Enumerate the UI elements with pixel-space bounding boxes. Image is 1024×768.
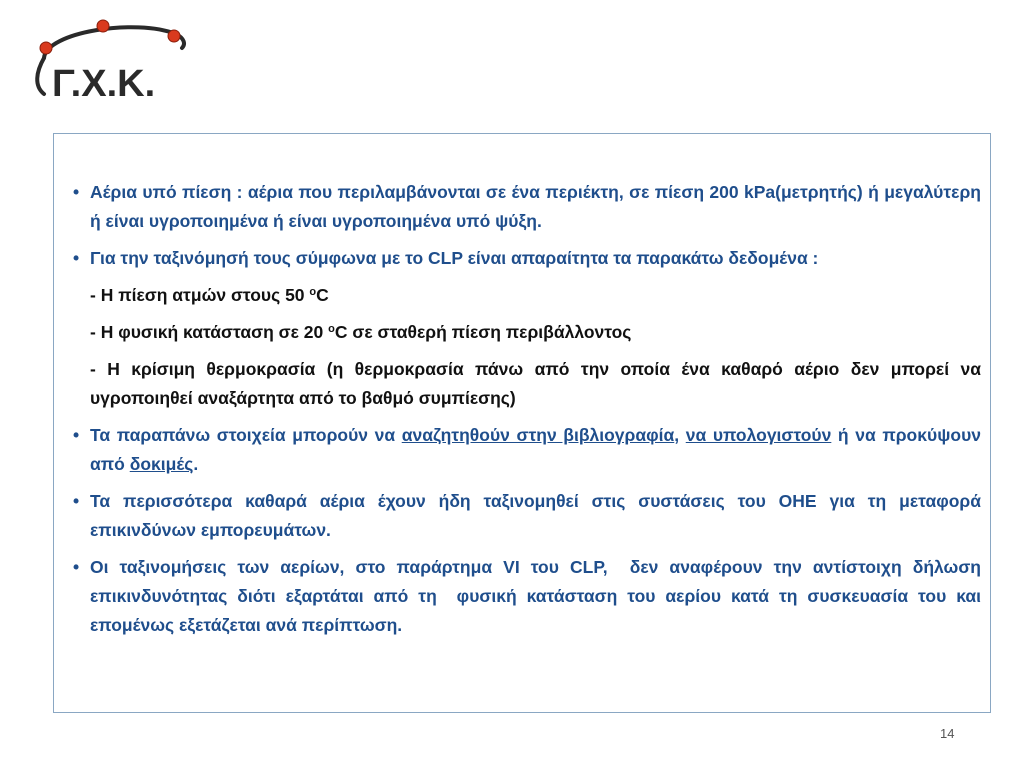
bullet-text: ή να προκύψουν από [90,425,986,474]
link-literature[interactable]: αναζητηθούν στην βιβλιογραφία [401,425,675,445]
bullet-symbol: • [73,491,80,511]
bullet-symbol: • [73,557,80,577]
content-text [73,178,986,648]
logo-atom-dot [97,20,109,32]
bullet-item [73,553,986,640]
sub-text-rest: C σε σταθερή πίεση περιβάλλοντος [334,322,632,342]
bullet-item [73,487,981,545]
bullet-text: Για την ταξινόμησή τους σύμφωνα με το CLP είναι απαραίτητα τα παρακάτω δεδομένα : [90,248,819,268]
sub-text: Η πίεση ατμών στους 50 [100,285,310,305]
sub-item [73,355,981,413]
bullet-text: , [674,425,686,445]
logo-atom-dot [168,30,180,42]
link-calculate[interactable]: να υπολογιστούν [685,425,832,445]
sub-dash: - [90,285,101,305]
bullet-text: . [193,454,199,474]
page-number: 14 [940,726,955,741]
bullet-symbol: • [73,425,80,445]
bullet-item [73,244,981,273]
degree-symbol: ο [328,323,335,335]
logo-text: Γ.Χ.Κ. [52,63,156,104]
link-tests[interactable]: δοκιμές [129,454,194,474]
sub-text: - Η κρίσιμη θερμοκρασία (η θερμοκρασία πάνω από την οποία ένα καθαρό αέριο δεν μπορεί να υγροποιηθεί αναξάρτητα από το βαθμό συμπίεσης) [90,359,981,408]
bullet-symbol: • [73,248,80,268]
bullet-text: Τα περισσότερα καθαρά αέρια έχουν ήδη ταξινομηθεί στις συστάσεις του ΟΗΕ για τη μεταφορά επικινδύνων εμπορευμάτων. [90,491,981,540]
sub-item [73,318,981,347]
logo-atom-dot [40,42,52,54]
gxk-logo [26,14,198,104]
bullet-item [73,421,986,479]
bullet-item [73,178,981,236]
bullet-text: Αέρια υπό πίεση : αέρια που περιλαμβάνονται σε ένα περιέκτη, σε πίεση 200 kPa(μετρητής) ή μεγαλύτερη ή είναι υγροποιημένα ή είναι υγροποιημένα υπό ψύξη. [90,182,981,231]
bullet-text: Τα παραπάνω στοιχεία μπορούν να [90,425,402,445]
sub-text-unit: C [316,285,329,305]
content-box [53,133,991,713]
logo-orbit-left [37,58,44,94]
bullet-symbol: • [73,182,80,202]
logo-orbit [44,27,184,58]
bullet-text: Οι ταξινομήσεις των αερίων, στο παράρτημα VI του CLP, δεν αναφέρουν την αντίστοιχη δήλωση επικινδυνότητας διότι εξαρτάται από τη φυσική κατάσταση του αερίου κατά τη συσκευασία του και επομένως εξετάζεται ανά περίπτωση. [90,557,986,635]
sub-text: - Η φυσική κατάσταση σε 20 [90,322,329,342]
logo-graphic [26,14,198,104]
degree-symbol: ο [309,286,317,298]
sub-item [73,281,981,310]
